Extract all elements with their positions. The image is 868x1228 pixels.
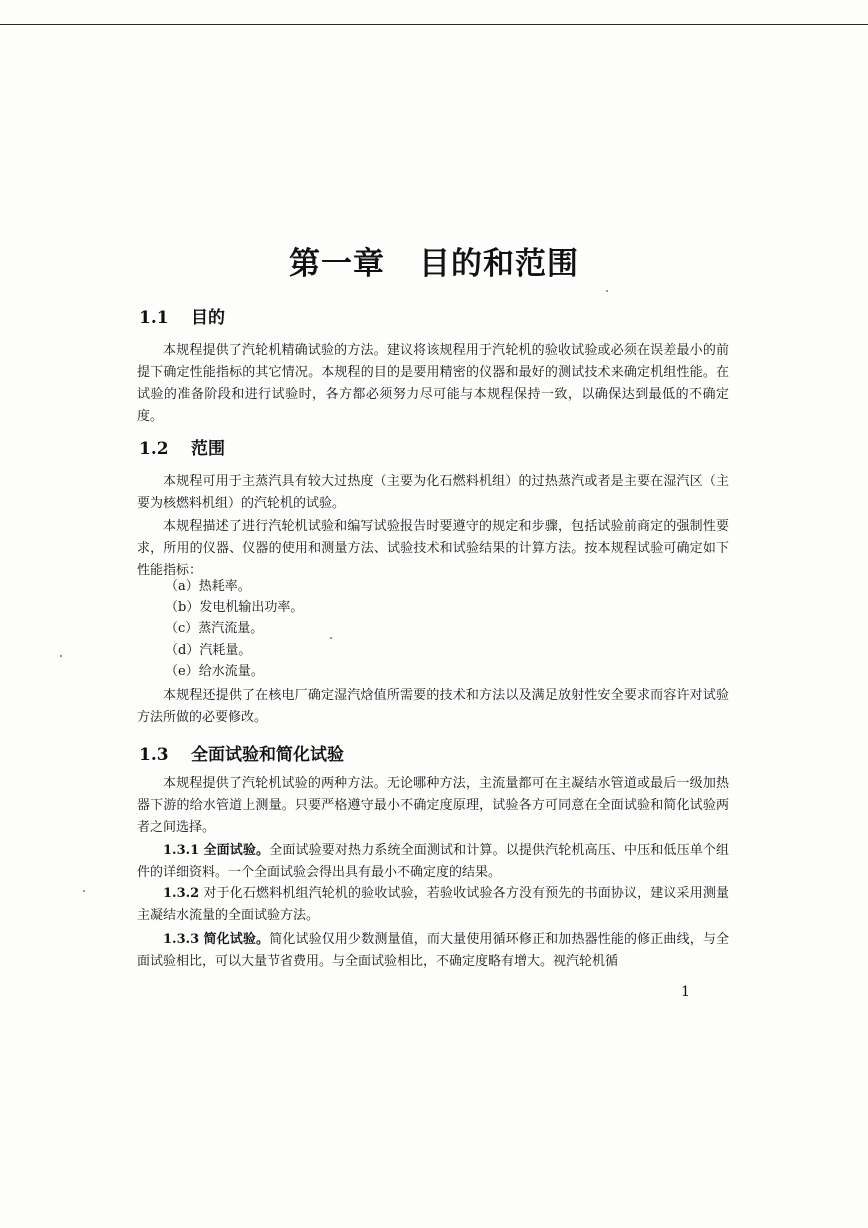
subsection-number: 1.3.1 (163, 843, 200, 858)
section-number: 1.1 (139, 308, 169, 328)
scan-speck (330, 637, 332, 639)
subsection-1-3-2 (137, 883, 729, 927)
scan-speck (606, 290, 608, 292)
list-item-d: （d）汽耗量。 (165, 643, 252, 658)
chapter-name: 目的和范围 (419, 246, 579, 282)
section-heading-1-3 (139, 740, 344, 765)
section-heading-1-1 (139, 303, 225, 328)
subsection-text: 对于化石燃料机组汽轮机的验收试验，若验收试验各方没有预先的书面协议，建议采用测量主凝结水流量的全面试验方法。 (137, 886, 729, 923)
page-number: 1 (681, 984, 690, 1000)
section-title: 范围 (191, 439, 225, 459)
subsection-text: 简化试验仅用少数测量值，而大量使用循环修正和加热器性能的修正曲线，与全面试验相比，可以大量节省费用。与全面试验相比，不确定度略有增大。视汽轮机循 (137, 932, 729, 969)
chapter-number: 第一章 (289, 246, 385, 282)
chapter-title (0, 238, 868, 283)
section-title: 全面试验和简化试验 (191, 745, 344, 765)
scan-speck (83, 890, 85, 892)
scan-speck (60, 655, 62, 657)
subsection-lead: 全面试验。 (203, 843, 270, 858)
section-number: 1.3 (139, 745, 169, 765)
subsection-1-3-3 (137, 929, 729, 973)
section-1-2-para3: 本规程还提供了在核电厂确定湿汽焓值所需要的技术和方法以及满足放射性安全要求而容许对试验方法所做的必要修改。 (137, 688, 729, 725)
section-1-2-para1: 本规程可用于主蒸汽具有较大过热度（主要为化石燃料机组）的过热蒸汽或者是主要在湿汽区（主要为核燃料机组）的汽轮机的试验。 (137, 474, 729, 511)
section-1-1-body: 本规程提供了汽轮机精确试验的方法。建议将该规程用于汽轮机的验收试验或必须在误差最小的前提下确定性能指标的其它情况。本规程的目的是要用精密的仪器和最好的测试技术来确定机组性能。在试验的准备阶段和进行试验时，各方都必须努力尽可能与本规程保持一致，以确保达到最低的不确定度。 (137, 343, 729, 424)
subsection-lead: 简化试验。 (203, 932, 270, 947)
list-item-b: （b）发电机输出功率。 (165, 600, 304, 615)
page-top-edge (0, 24, 868, 25)
subsection-text: 全面试验要对热力系统全面测试和计算。以提供汽轮机高压、中压和低压单个组件的详细资料。一个全面试验会得出具有最小不确定度的结果。 (137, 843, 729, 880)
list-item-c: （c）蒸汽流量。 (165, 621, 264, 636)
section-number: 1.2 (139, 439, 169, 459)
subsection-number: 1.3.2 (163, 886, 200, 901)
section-1-3-para1: 本规程提供了汽轮机试验的两种方法。无论哪种方法，主流量都可在主凝结水管道或最后一级加热器下游的给水管道上测量。只要严格遵守最小不确定度原理，试验各方可同意在全面试验和简化试验两者之间选择。 (137, 776, 729, 835)
subsection-number: 1.3.3 (163, 932, 200, 947)
section-1-2-para2: 本规程描述了进行汽轮机试验和编写试验报告时要遵守的规定和步骤，包括试验前商定的强制性要求，所用的仪器、仪器的使用和测量方法、试验技术和试验结果的计算方法。按本规程试验可确定如下性能指标： (137, 519, 729, 578)
subsection-1-3-1 (137, 840, 729, 884)
list-item-e: （e）给水流量。 (165, 664, 264, 679)
section-heading-1-2 (139, 434, 225, 459)
section-title: 目的 (191, 308, 225, 328)
list-item-a: （a）热耗率。 (165, 579, 251, 594)
